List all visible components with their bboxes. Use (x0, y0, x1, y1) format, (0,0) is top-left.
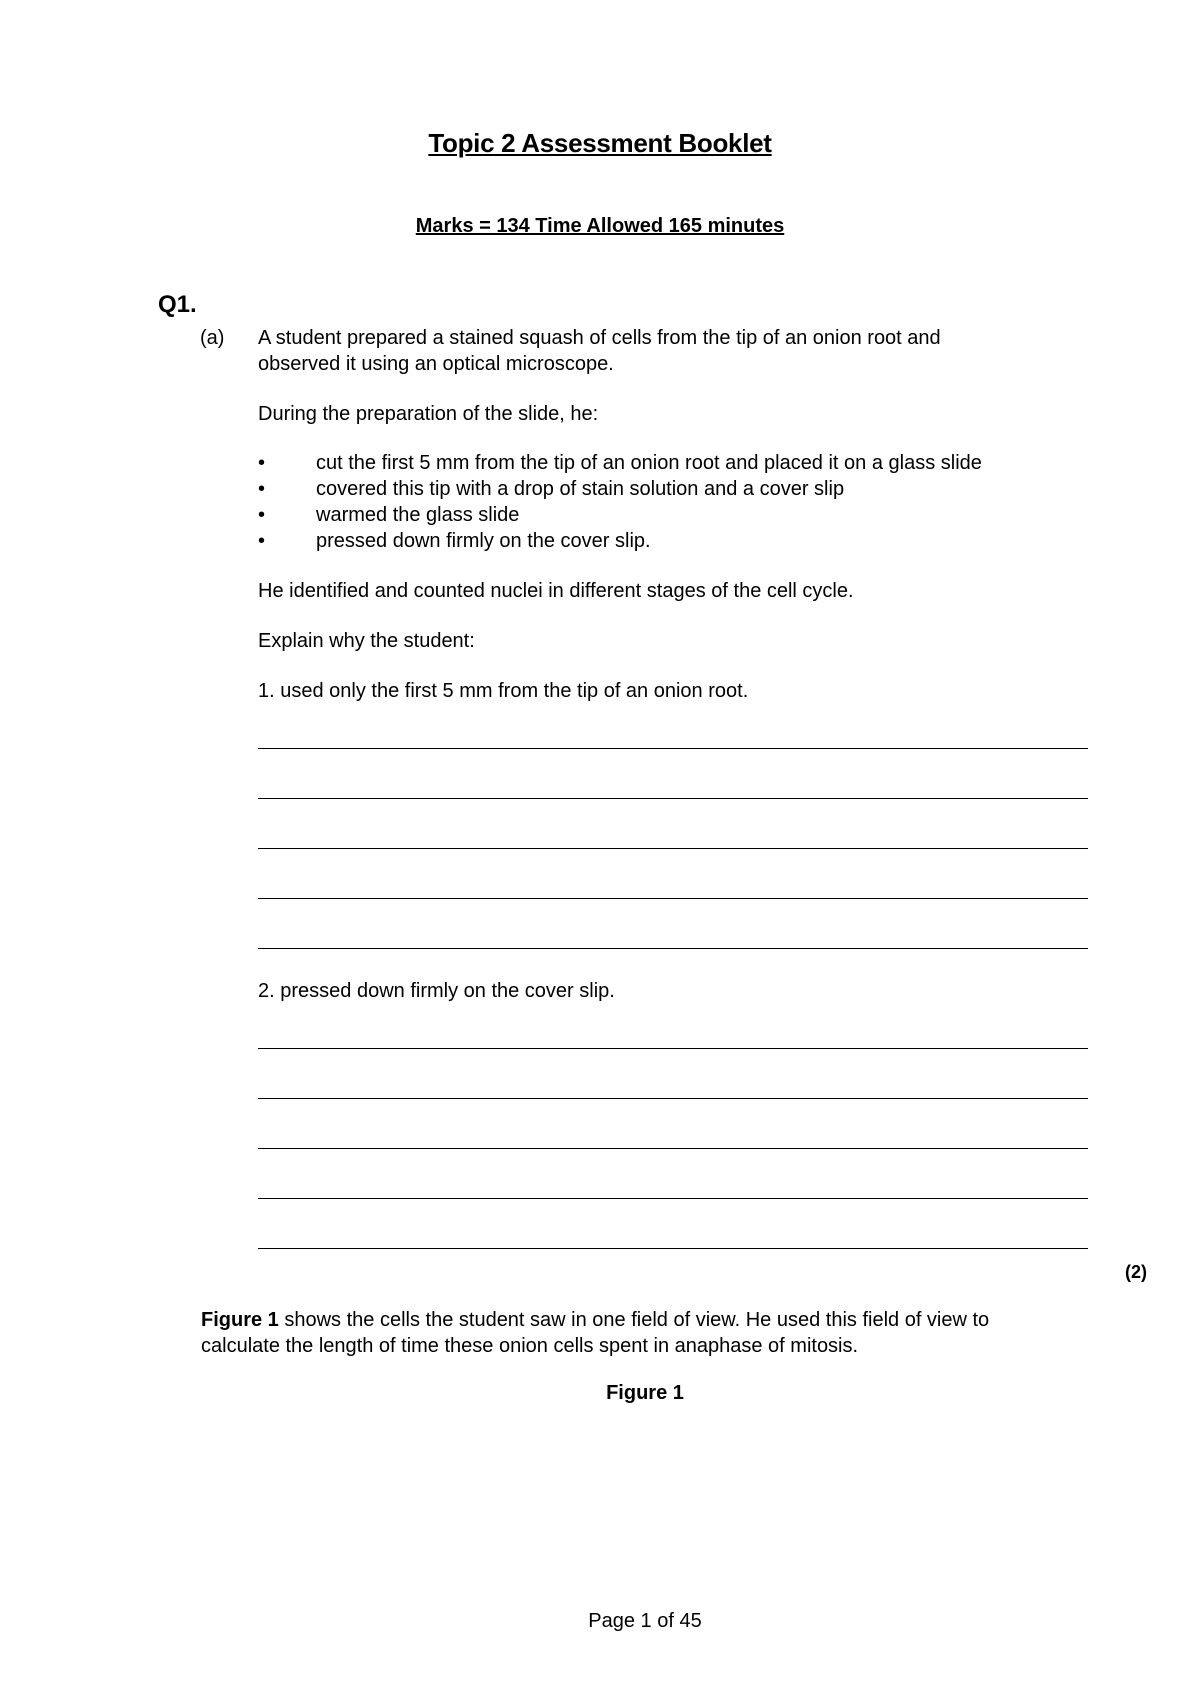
answer-line[interactable] (258, 848, 1088, 849)
bullet-icon: • (258, 478, 266, 500)
answer-line[interactable] (258, 748, 1088, 749)
answer-line[interactable] (258, 898, 1088, 899)
answer-line[interactable] (258, 798, 1088, 799)
intro-line-2: observed it using an optical microscope. (258, 353, 614, 375)
explain-prompt: Explain why the student: (258, 630, 475, 652)
step-item: covered this tip with a drop of stain solution and a cover slip (316, 478, 845, 500)
question-number: Q1. (158, 291, 197, 318)
answer-line[interactable] (258, 1198, 1088, 1199)
bullet-icon: • (258, 504, 266, 526)
identified-text: He identified and counted nuclei in different stages of the cell cycle. (258, 580, 854, 602)
figure-reference-label: Figure 1 (201, 1309, 279, 1331)
bullet-icon: • (258, 452, 266, 474)
bullet-icon: • (258, 530, 266, 552)
answer-line[interactable] (258, 948, 1088, 949)
sub-question-1: 1. used only the first 5 mm from the tip of an onion root. (258, 680, 749, 702)
figure-caption: Figure 1 (606, 1382, 684, 1404)
answer-line[interactable] (258, 1048, 1088, 1049)
marks-time-line: Marks = 134 Time Allowed 165 minutes (415, 215, 785, 237)
answer-line[interactable] (258, 1248, 1088, 1249)
part-label: (a) (200, 327, 225, 349)
step-item: pressed down firmly on the cover slip. (316, 530, 651, 552)
figure-reference-line-2: calculate the length of time these onion cells spent in anaphase of mitosis. (201, 1335, 859, 1357)
figure-reference-line-1 (201, 1307, 989, 1333)
step-item: warmed the glass slide (316, 504, 520, 526)
preparation-heading: During the preparation of the slide, he: (258, 403, 599, 425)
sub-question-2: 2. pressed down firmly on the cover slip. (258, 980, 615, 1002)
figure-reference-text: shows the cells the student saw in one field of view. He used this field of view to (278, 1309, 990, 1331)
answer-line[interactable] (258, 1098, 1088, 1099)
step-item: cut the first 5 mm from the tip of an onion root and placed it on a glass slide (316, 452, 982, 474)
page-title: Topic 2 Assessment Booklet (428, 128, 772, 158)
intro-line-1: A student prepared a stained squash of cells from the tip of an onion root and (258, 327, 941, 349)
answer-line[interactable] (258, 1148, 1088, 1149)
page-number: Page 1 of 45 (588, 1610, 702, 1632)
mark-allocation: (2) (1125, 1262, 1147, 1282)
